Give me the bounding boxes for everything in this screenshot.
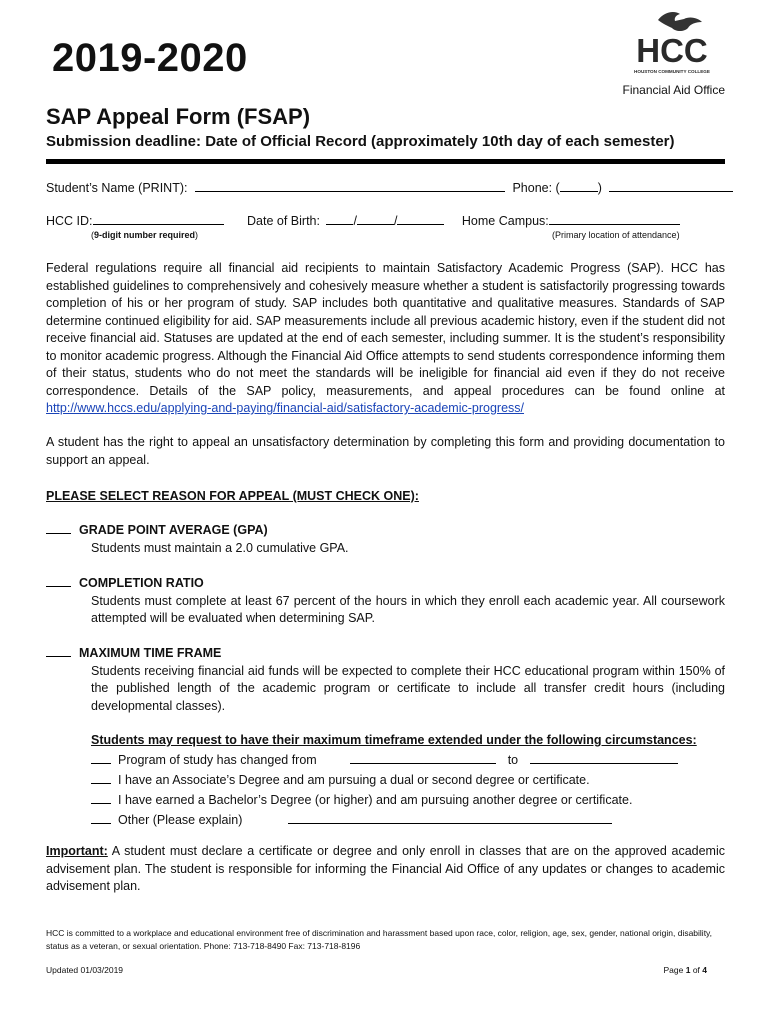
- associates-checkbox-line[interactable]: [91, 772, 111, 784]
- max-time-frame-checkbox-line[interactable]: [46, 645, 71, 657]
- page-current: 1: [685, 965, 691, 975]
- phone-label: Phone: (: [512, 181, 560, 195]
- submission-deadline: Submission deadline: Date of Official Record (approximately 10th day of each semester): [46, 133, 675, 150]
- reason-completion-ratio: [46, 575, 725, 628]
- important-text: A student must declare a certificate or degree and only enroll in classes that are on the approved academic advisement plan. The student is responsible for informing the Financial Aid Office of any updates or changes to academic advisement plan.: [46, 844, 725, 893]
- circumstance-program-change: [91, 752, 678, 767]
- form-year: 2019-2020: [52, 36, 248, 80]
- phone-paren: ): [597, 181, 602, 195]
- hcc-id-field[interactable]: [93, 213, 224, 225]
- dob-separator: /: [353, 214, 357, 228]
- page-number: [600, 965, 707, 975]
- program-change-checkbox-line[interactable]: [91, 752, 111, 764]
- circumstances-heading: Students may request to have their maximum timeframe extended under the following circumstances:: [91, 733, 697, 747]
- hint-paren: ): [195, 230, 199, 240]
- circumstance-text: I have earned a Bachelor’s Degree (or higher) and am pursuing another degree or certificate.: [118, 793, 633, 807]
- to-label: to: [507, 753, 519, 767]
- circumstance-other: [91, 812, 612, 827]
- reason-description: Students must maintain a 2.0 cumulative GPA.: [91, 540, 349, 555]
- dob-year-field[interactable]: [397, 213, 444, 225]
- page-total: 4: [702, 965, 707, 975]
- header-divider: [46, 159, 725, 164]
- nondiscrimination-footer: HCC is committed to a workplace and educational environment free of discrimination and harassment based upon race, color, religion, age, sex, gender, national origin, disability, status as a veteran, or sexual orientation. Phone: 713-718-8490 Fax: 713-718-8196: [46, 928, 713, 951]
- other-checkbox-line[interactable]: [91, 812, 111, 824]
- eagle-icon: [658, 12, 702, 31]
- hint-bold-text: 9-digit number required: [94, 230, 196, 240]
- program-from-field[interactable]: [350, 752, 496, 764]
- dob-day-field[interactable]: [357, 213, 394, 225]
- hcc-id-label: HCC ID:: [46, 214, 93, 228]
- page-title: SAP Appeal Form (FSAP): [46, 104, 311, 129]
- reason-label: GRADE POINT AVERAGE (GPA): [79, 523, 268, 537]
- bachelors-checkbox-line[interactable]: [91, 792, 111, 804]
- logo-text: HCC: [636, 32, 708, 69]
- completion-ratio-checkbox-line[interactable]: [46, 575, 71, 587]
- reason-description: Students must complete at least 67 percent of the hours in which they enroll each academic year. All coursework attempted will be evaluated when determining SAP.: [91, 593, 725, 625]
- hcc-id-hint: [91, 230, 198, 240]
- important-label: Important:: [46, 844, 108, 858]
- sap-intro-paragraph: [46, 260, 725, 418]
- circumstance-text: Other (Please explain): [118, 813, 243, 827]
- phone-area-code-field[interactable]: [560, 180, 598, 192]
- hcc-logo: [618, 10, 726, 80]
- select-reason-heading: PLEASE SELECT REASON FOR APPEAL (MUST CHECK ONE):: [46, 489, 419, 503]
- updated-date: Updated 01/03/2019: [46, 965, 124, 975]
- id-dob-campus-row: [46, 213, 680, 228]
- office-name: Financial Aid Office: [622, 83, 725, 97]
- right-to-appeal-text: A student has the right to appeal an unsatisfactory determination by completing this form and providing documentation to support an appeal.: [46, 435, 725, 467]
- home-campus-hint: (Primary location of attendance): [552, 230, 680, 240]
- phone-number-field[interactable]: [609, 180, 733, 192]
- page-of: of: [690, 965, 703, 975]
- circumstance-text: Program of study has changed from: [118, 753, 317, 767]
- hint-paren: (: [91, 230, 94, 240]
- circumstance-bachelors: [91, 792, 632, 807]
- other-explain-field[interactable]: [288, 812, 612, 824]
- sap-policy-link[interactable]: http://www.hccs.edu/applying-and-paying/financial-aid/satisfactory-academic-progress/: [46, 401, 525, 415]
- student-name-label: Student’s Name (PRINT):: [46, 181, 188, 195]
- circumstance-text: I have an Associate’s Degree and am pursuing a dual or second degree or certificate.: [118, 773, 590, 787]
- name-phone-row: [46, 180, 733, 195]
- home-campus-label: Home Campus:: [461, 214, 549, 228]
- sap-intro-text: Federal regulations require all financial aid recipients to maintain Satisfactory Academic Progress (SAP). HCC has established guidelines to comprehensively and cohesively measure whether a student is satisfactorily progressing towards completion of his or her program of study. SAP includes both quantitative and qualitative measures. Standards of SAP determine continued eligibility for aid. SAP measurements include all previous academic history, even if the student did not receive financial aid. Statuses are updated at the end of each semester, including summer. It is the student’s responsibility to monitor academic progress. Although the Financial Aid Office attempts to send students correspondence informing them of their status, students who do not meet the standards will be ineligible for financial aid even if they do not receive correspondence. Details of the SAP policy, measurements, and appeal procedures can be found online at: [46, 261, 725, 398]
- gpa-checkbox-line[interactable]: [46, 522, 71, 534]
- student-name-field[interactable]: [195, 180, 505, 192]
- page-label: Page: [663, 965, 686, 975]
- logo-subtext: HOUSTON COMMUNITY COLLEGE: [634, 69, 710, 74]
- dob-separator: /: [393, 214, 398, 228]
- reason-label: MAXIMUM TIME FRAME: [79, 646, 222, 660]
- program-to-field[interactable]: [530, 752, 678, 764]
- home-campus-field[interactable]: [549, 213, 680, 225]
- dob-label: Date of Birth:: [247, 214, 320, 228]
- reason-description: Students receiving financial aid funds will be expected to complete their HCC educational program within 150% of the published length of the academic program or certificate to include all transfer credit hours (including developmental classes).: [91, 663, 725, 713]
- important-notice: [46, 843, 725, 896]
- reason-maximum-time-frame: [46, 645, 725, 715]
- dob-month-field[interactable]: [326, 213, 353, 225]
- circumstance-associates: [91, 772, 590, 787]
- reason-label: COMPLETION RATIO: [79, 576, 204, 590]
- reason-gpa: [46, 522, 725, 557]
